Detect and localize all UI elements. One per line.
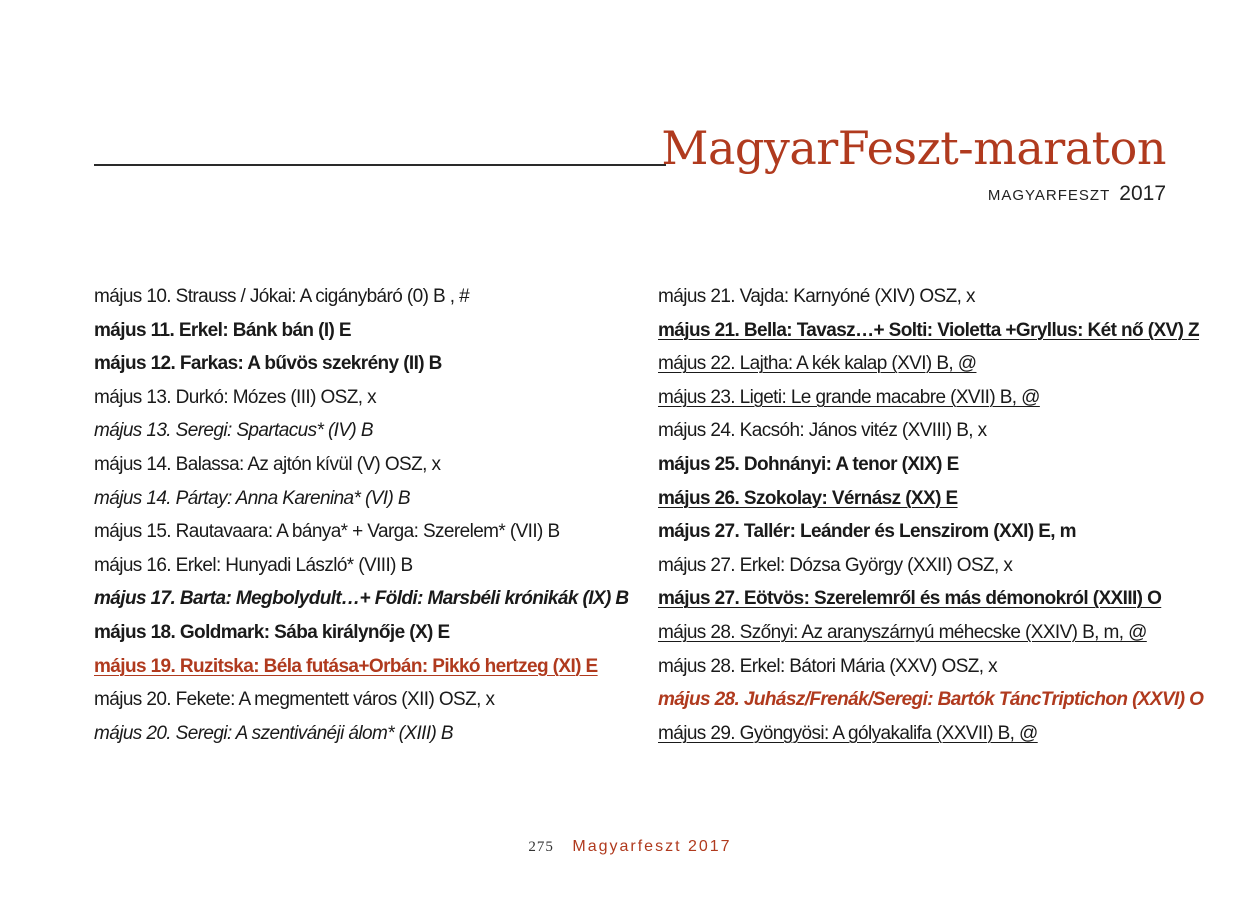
schedule-column-left: [94, 280, 654, 750]
schedule-entry-text: május 17. Barta: Megbolydult…+ Földi: Marsbéli krónikák (IX) B: [94, 588, 629, 610]
schedule-entry-text: május 20. Fekete: A megmentett város (XII) OSZ, x: [94, 689, 495, 711]
schedule-entry-text: május 13. Durkó: Mózes (III) OSZ, x: [94, 386, 377, 408]
schedule-entry-text: május 13. Seregi: Spartacus* (IV) B: [94, 420, 373, 442]
schedule-entry-text: május 23. Ligeti: Le grande macabre (XVII) B, @: [658, 386, 1040, 408]
schedule-entry: [94, 381, 654, 415]
schedule-entry: [658, 616, 1228, 650]
schedule-entry-text: május 28. Erkel: Bátori Mária (XXV) OSZ, x: [658, 655, 998, 677]
schedule-entry: [94, 482, 654, 516]
schedule-entry-text: május 10. Strauss / Jókai: A cigánybáró (0) B , #: [94, 286, 470, 307]
header-rule: [94, 164, 666, 166]
schedule-entry: [94, 717, 654, 751]
schedule-entry-text: május 14. Pártay: Anna Karenina* (VI) B: [94, 487, 410, 509]
schedule-entry: [94, 683, 654, 717]
schedule-entry: [658, 717, 1228, 751]
schedule-entry: [94, 448, 654, 482]
schedule-entry-text: május 26. Szokolay: Vérnász (XX) E: [658, 487, 958, 509]
schedule-entry: [658, 280, 1228, 314]
schedule-entry: [94, 314, 654, 348]
schedule-column-right: [658, 280, 1228, 750]
schedule-entry-text: május 11. Erkel: Bánk bán (I) E: [94, 319, 352, 341]
schedule-entry: [658, 314, 1228, 348]
schedule-entry: [658, 683, 1228, 717]
schedule-entry: [94, 347, 654, 381]
schedule-entry-text: május 27. Eötvös: Szerelemről és más démonokról (XXIII) O: [658, 588, 1162, 610]
schedule-entry: [94, 650, 654, 684]
schedule-entry-text: május 12. Farkas: A bűvös szekrény (II) B: [94, 353, 442, 375]
schedule-entry-text: május 22. Lajtha: A kék kalap (XVI) B, @: [658, 353, 977, 375]
page-footer: [0, 838, 1260, 856]
schedule-entry-text: május 21. Bella: Tavasz…+ Solti: Violetta +Gryllus: Két nő (XV) Z: [658, 319, 1200, 341]
schedule-entry-text: május 18. Goldmark: Sába királynője (X) E: [94, 621, 450, 643]
page-title: MagyarFeszt-maraton: [661, 121, 1166, 175]
schedule-entry-text: május 20. Seregi: A szentivánéji álom* (XIII) B: [94, 722, 453, 744]
subtitle-label: MAGYARFESZT: [987, 187, 1111, 204]
schedule-entry: [658, 549, 1228, 583]
schedule-entry: [94, 616, 654, 650]
schedule-entry: [658, 582, 1228, 616]
schedule-entry: [658, 482, 1228, 516]
schedule-entry-text: május 21. Vajda: Karnyóné (XIV) OSZ, x: [658, 286, 975, 307]
page-number: 275: [528, 839, 554, 855]
schedule-entry-text: május 27. Tallér: Leánder és Lenszirom (XXI) E, m: [658, 521, 1076, 543]
schedule-entry: [94, 515, 654, 549]
schedule-entry-text: május 28. Juhász/Frenák/Seregi: Bartók TáncTriptichon (XXVI) O: [658, 689, 1204, 711]
schedule-entry: [658, 347, 1228, 381]
schedule-entry: [94, 549, 654, 583]
schedule-entry: [658, 448, 1228, 482]
schedule-entry-text: május 28. Szőnyi: Az aranyszárnyú méhecske (XXIV) B, m, @: [658, 621, 1147, 643]
schedule-entry-text: május 19. Ruzitska: Béla futása+Orbán: Pikkó hertzeg (XI) E: [94, 655, 598, 677]
schedule-entry: [658, 381, 1228, 415]
schedule-entry: [94, 280, 654, 314]
schedule-entry-text: május 16. Erkel: Hunyadi László* (VIII) B: [94, 554, 413, 576]
schedule-entry-text: május 24. Kacsóh: János vitéz (XVIII) B, x: [658, 420, 987, 442]
subtitle-year: 2017: [1119, 182, 1166, 205]
schedule-entry-text: május 27. Erkel: Dózsa György (XXII) OSZ, x: [658, 554, 1013, 576]
schedule-entry: [658, 414, 1228, 448]
schedule-entry: [658, 650, 1228, 684]
footer-title: Magyarfeszt 2017: [572, 838, 732, 855]
schedule-entry-text: május 15. Rautavaara: A bánya* + Varga: Szerelem* (VII) B: [94, 521, 560, 543]
schedule-entry: [94, 414, 654, 448]
schedule-entry: [658, 515, 1228, 549]
schedule-entry-text: május 14. Balassa: Az ajtón kívül (V) OSZ, x: [94, 453, 441, 475]
schedule-entry-text: május 25. Dohnányi: A tenor (XIX) E: [658, 453, 959, 475]
page-subtitle: [988, 181, 1166, 209]
schedule-entry: [94, 582, 654, 616]
schedule-entry-text: május 29. Gyöngyösi: A gólyakalifa (XXVII) B, @: [658, 722, 1038, 744]
